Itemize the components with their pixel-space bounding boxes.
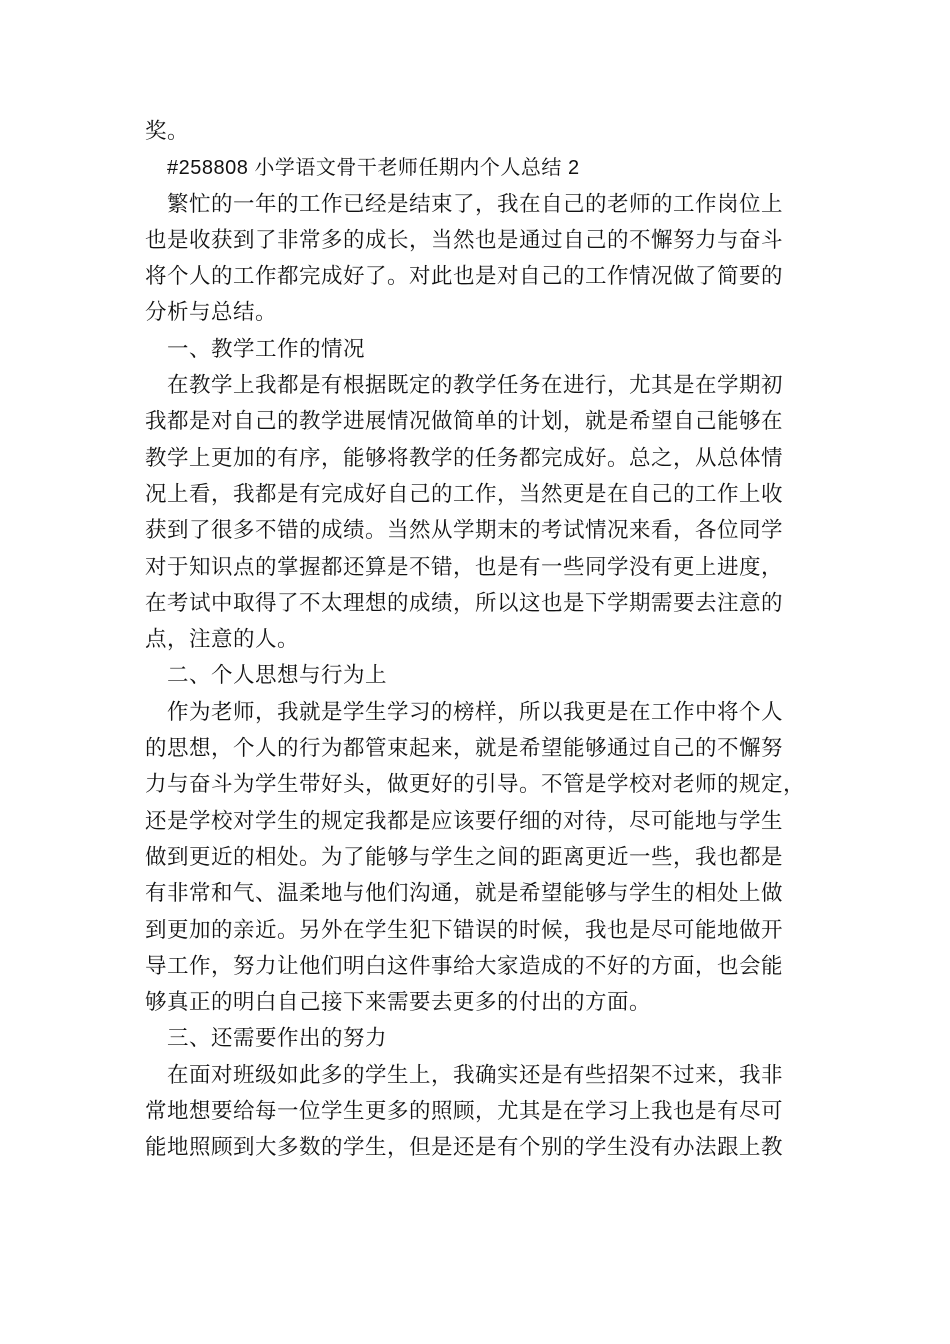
text-line: 到更加的亲近。另外在学生犯下错误的时候，我也是尽可能地做开: [145, 917, 784, 943]
text-line: 有非常和气、温柔地与他们沟通，就是希望能够与学生的相处上做: [145, 881, 784, 907]
text-line: 也是收获到了非常多的成长，当然也是通过自己的不懈努力与奋斗: [145, 227, 784, 253]
text-line: 况上看，我都是有完成好自己的工作，当然更是在自己的工作上收: [145, 481, 784, 507]
text-line: 做到更近的相处。为了能够与学生之间的距离更近一些，我也都是: [145, 844, 784, 870]
text-line: 一、教学工作的情况: [167, 336, 366, 362]
text-line: 三、还需要作出的努力: [167, 1026, 388, 1052]
text-line: 常地想要给每一位学生更多的照顾，尤其是在学习上我也是有尽可: [145, 1099, 784, 1125]
text-line: 作为老师，我就是学生学习的榜样，所以我更是在工作中将个人: [167, 699, 784, 725]
text-line: 在教学上我都是有根据既定的教学任务在进行，尤其是在学期初: [167, 373, 784, 399]
text-line: 在考试中取得了不太理想的成绩，所以这也是下学期需要去注意的: [145, 590, 784, 616]
text-line: 能地照顾到大多数的学生，但是还是有个别的学生没有办法跟上教: [145, 1135, 784, 1161]
text-line: 导工作，努力让他们明白这件事给大家造成的不好的方面，也会能: [145, 953, 784, 979]
text-line: 点，注意的人。: [145, 627, 300, 653]
text-line: 奖。: [145, 119, 190, 144]
text-line: 力与奋斗为学生带好头，做更好的引导。不管是学校对老师的规定，: [145, 772, 806, 798]
document-body: [145, 114, 810, 1167]
text-line: 对于知识点的掌握都还算是不错，也是有一些同学没有更上进度，: [145, 554, 784, 580]
text-line: 二、个人思想与行为上: [167, 663, 388, 689]
text-line: 繁忙的一年的工作已经是结束了，我在自己的老师的工作岗位上: [167, 191, 784, 217]
text-line: 够真正的明白自己接下来需要去更多的付出的方面。: [145, 990, 652, 1016]
text-line: 在面对班级如此多的学生上，我确实还是有些招架不过来，我非: [167, 1062, 784, 1088]
text-line: 获到了很多不错的成绩。当然从学期末的考试情况来看，各位同学: [145, 518, 784, 544]
text-line: 分析与总结。: [145, 300, 278, 326]
text-line: 我都是对自己的教学进展情况做简单的计划，就是希望自己能够在: [145, 409, 784, 435]
text-line: 的思想，个人的行为都管束起来，就是希望能够通过自己的不懈努: [145, 736, 784, 762]
section-title: #258808 小学语文骨干老师任期内个人总结 2: [167, 157, 580, 180]
text-line: 还是学校对学生的规定我都是应该要仔细的对待，尽可能地与学生: [145, 808, 784, 834]
text-line: 将个人的工作都完成好了。对此也是对自己的工作情况做了简要的: [145, 264, 784, 290]
text-line: 教学上更加的有序，能够将教学的任务都完成好。总之，从总体情: [145, 445, 784, 471]
